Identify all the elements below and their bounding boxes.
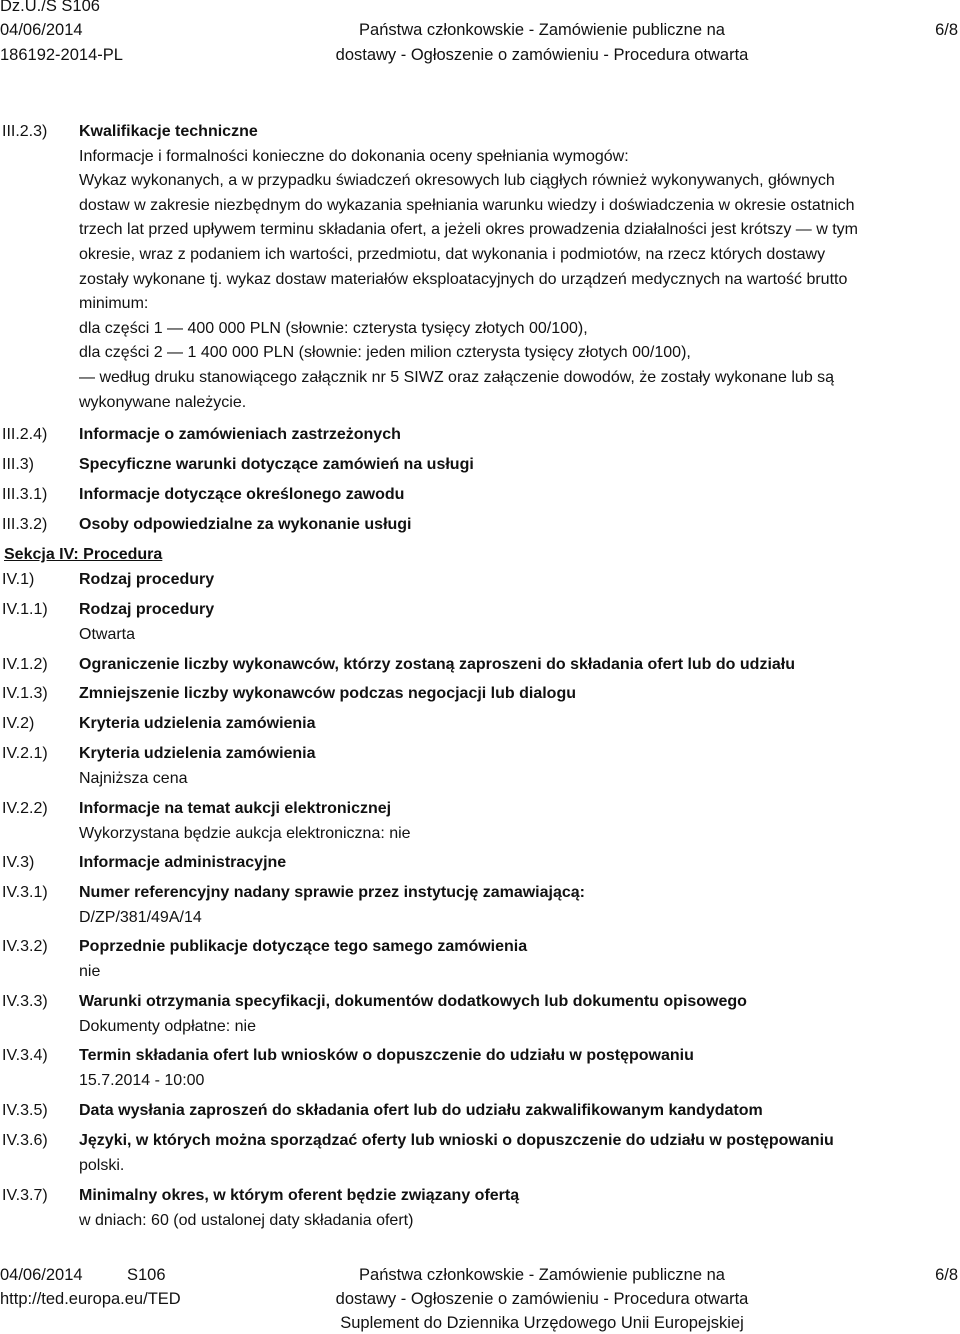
header-title-line2: dostawy - Ogłoszenie o zamówieniu - Procedura otwarta <box>335 46 749 64</box>
section-number: IV.3.1) <box>2 884 48 901</box>
section-number: IV.2.1) <box>2 745 48 762</box>
section-line: zostały wykonane tj. wykaz dostaw materiałów eksploatacyjnych do urządzeń medycznych na wartość brutto <box>79 270 848 288</box>
section-line: okresie, wraz z podaniem ich wartości, przedmiotu, dat wykonania i podmiotów, na rzecz których dostawy <box>79 245 826 263</box>
section-number: IV.3.2) <box>2 938 48 955</box>
section-line: trzech lat przed upływem terminu składania ofert, a jeżeli okres prowadzenia działalności jest krótszy — w tym <box>79 221 858 239</box>
section-title: Informacje dotyczące określonego zawodu <box>79 486 405 503</box>
section-title: Kwalifikacje techniczne <box>79 123 258 140</box>
section-value: Otwarta <box>79 625 136 643</box>
section-line: Informacje i formalności konieczne do dokonania oceny spełniania wymogów: <box>79 147 629 165</box>
section-value: Wykorzystana będzie aukcja elektroniczna: nie <box>79 824 411 842</box>
section-number: III.3.2) <box>2 516 48 533</box>
section-title: Osoby odpowiedzialne za wykonanie usługi <box>79 516 412 533</box>
section-value: Dokumenty odpłatne: nie <box>79 1017 256 1035</box>
section-number: IV.1) <box>2 571 35 588</box>
section-value: nie <box>79 962 101 980</box>
section-title: Numer referencyjny nadany sprawie przez instytucję zamawiającą: <box>79 884 585 901</box>
section-title: Rodzaj procedury <box>79 601 215 618</box>
section-line: dla części 1 — 400 000 PLN (słownie: czterysta tysięcy złotych 00/100), <box>79 319 588 337</box>
section-number: IV.3.6) <box>2 1132 48 1149</box>
section-title: Zmniejszenie liczby wykonawców podczas negocjacji lub dialogu <box>79 685 576 702</box>
section-number: IV.1.1) <box>2 601 48 618</box>
section-title: Warunki otrzymania specyfikacji, dokumentów dodatkowych lub dokumentu opisowego <box>79 993 747 1010</box>
section-title: Kryteria udzielenia zamówienia <box>79 715 316 732</box>
section-number: IV.3.3) <box>2 993 48 1010</box>
section-title: Informacje na temat aukcji elektronicznej <box>79 800 392 817</box>
section-line: — według druku stanowiącego załącznik nr 5 SIWZ oraz załączenie dowodów, że zostały wykonane lub są <box>79 368 835 386</box>
section-title: Informacje administracyjne <box>79 854 287 871</box>
header-ref: 186192-2014-PL <box>0 46 123 64</box>
section-title: Data wysłania zaproszeń do składania ofert lub do udziału zakwalifikowanym kandydatom <box>79 1102 763 1119</box>
section-number: III.2.3) <box>2 123 48 140</box>
section-value: polski. <box>79 1156 125 1174</box>
section-number: IV.3) <box>2 854 35 871</box>
header-doc-id: Dz.U./S S106 <box>0 0 100 15</box>
section-title: Poprzednie publikacje dotyczące tego samego zamówienia <box>79 938 528 955</box>
section-value: w dniach: 60 (od ustalonej daty składania ofert) <box>79 1211 414 1229</box>
section-line: minimum: <box>79 295 149 313</box>
section-line: dla części 2 — 1 400 000 PLN (słownie: jeden milion czterysta tysięcy złotych 00/100), <box>79 344 691 362</box>
section-title: Języki, w których można sporządzać oferty lub wnioski o dopuszczenie do udziału w postępowaniu <box>79 1132 834 1149</box>
section-title: Informacje o zamówieniach zastrzeżonych <box>79 426 401 443</box>
section-number: IV.1.2) <box>2 656 48 673</box>
header-date: 04/06/2014 <box>0 21 83 39</box>
section-title: Minimalny okres, w którym oferent będzie związany ofertą <box>79 1187 520 1204</box>
section-number: III.3.1) <box>2 486 48 503</box>
footer-title-line2: dostawy - Ogłoszenie o zamówieniu - Procedura otwarta <box>335 1290 749 1308</box>
footer-date: 04/06/2014 <box>0 1266 83 1284</box>
section-value: Najniższa cena <box>79 769 188 787</box>
footer-url: http://ted.europa.eu/TED <box>0 1290 181 1308</box>
header-title-line1: Państwa członkowskie - Zamówienie publiczne na <box>359 21 725 39</box>
section-title: Termin składania ofert lub wniosków o dopuszczenie do udziału w postępowaniu <box>79 1047 694 1064</box>
section-title: Rodzaj procedury <box>79 571 215 588</box>
section-number: IV.3.4) <box>2 1047 48 1064</box>
footer-title-line1: Państwa członkowskie - Zamówienie publiczne na <box>359 1266 725 1284</box>
footer-title-line3: Suplement do Dziennika Urzędowego Unii Europejskiej <box>340 1314 744 1332</box>
section-number: IV.3.7) <box>2 1187 48 1204</box>
footer-series: S106 <box>127 1266 166 1284</box>
section-value: D/ZP/381/49A/14 <box>79 908 202 926</box>
section-line: wykonywane należycie. <box>79 393 247 411</box>
section-number: III.2.4) <box>2 426 48 443</box>
section-line: dostaw w zakresie niezbędnym do wykazania spełniania warunku wiedzy i doświadczenia w okresie ostatnich <box>79 196 855 214</box>
section-number: IV.2) <box>2 715 35 732</box>
section-title: Kryteria udzielenia zamówienia <box>79 745 316 762</box>
section-number: III.3) <box>2 456 35 473</box>
section-number: IV.1.3) <box>2 685 48 702</box>
section-number: IV.2.2) <box>2 800 48 817</box>
section-iv-heading: Sekcja IV: Procedura <box>4 546 163 563</box>
section-title: Specyficzne warunki dotyczące zamówień na usługi <box>79 456 474 473</box>
section-value: 15.7.2014 - 10:00 <box>79 1071 205 1089</box>
section-title: Ograniczenie liczby wykonawców, którzy zostaną zaproszeni do składania ofert lub do udziału <box>79 656 795 673</box>
section-number: IV.3.5) <box>2 1102 48 1119</box>
section-line: Wykaz wykonanych, a w przypadku świadczeń okresowych lub ciągłych również wykonywanych, głównych <box>79 172 835 190</box>
header-page-number: 6/8 <box>935 21 958 39</box>
footer-page-number: 6/8 <box>935 1266 958 1284</box>
